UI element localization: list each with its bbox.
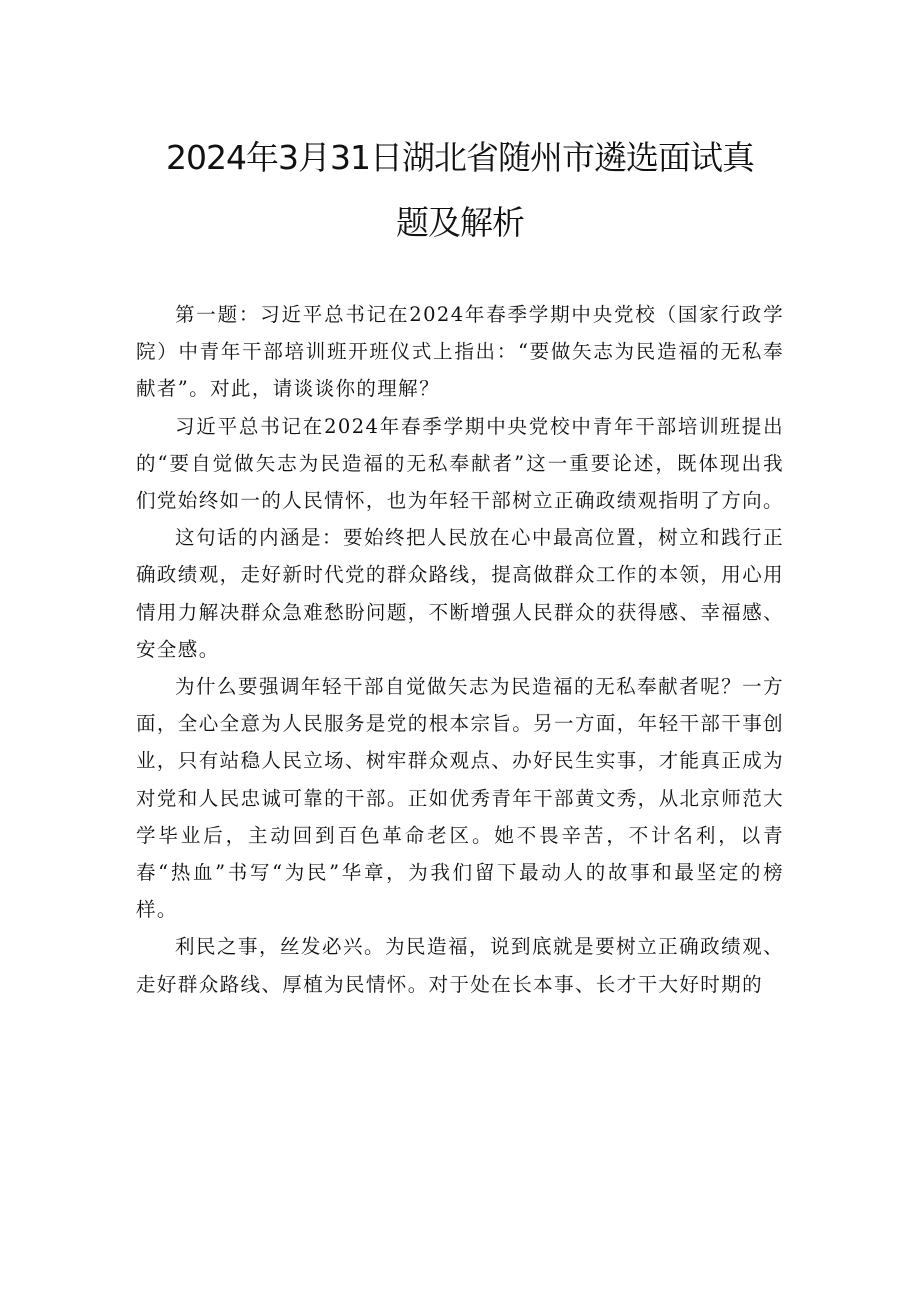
document-title-line-1: 2024年3月31日湖北省随州市遴选面试真	[166, 138, 754, 177]
paragraph-meaning: 这句话的内涵是：要始终把人民放在心中最高位置，树立和践行正确政绩观，走好新时代党的群众路线，提高做群众工作的本领，用心用情用力解决群众急难愁盼问题，不断增强人民群众的获得感、幸福感、安全感。	[136, 526, 784, 661]
paragraph-intro: 习近平总书记在2024年春季学期中央党校中青年干部培训班提出的“要自觉做矢志为民造福的无私奉献者”这一重要论述，既体现出我们党始终如一的人民情怀，也为年轻干部树立正确政绩观指明了方向。	[136, 414, 784, 513]
paragraph-question: 第一题：习近平总书记在2024年春季学期中央党校（国家行政学院）中青年干部培训班开班仪式上指出：“要做矢志为民造福的无私奉献者”。对此，请谈谈你的理解？	[136, 303, 784, 401]
document-body	[136, 296, 784, 1003]
paragraph-conclusion: 利民之事，丝发必兴。为民造福，说到底就是要树立正确政绩观、走好群众路线、厚植为民情怀。对于处在长本事、长才干大好时期的	[136, 935, 784, 996]
document-title-line-2: 题及解析	[396, 203, 524, 242]
paragraph-reason: 为什么要强调年轻干部自觉做矢志为民造福的无私奉献者呢？一方面，全心全意为人民服务是党的根本宗旨。另一方面，年轻干部干事创业，只有站稳人民立场、树牢群众观点、办好民生实事，才能真正成为对党和人民忠诚可靠的干部。正如优秀青年干部黄文秀，从北京师范大学毕业后，主动回到百色革命老区。她不畏辛苦，不计名利，以青春“热血”书写“为民”华章，为我们留下最动人的故事和最坚定的榜样。	[136, 675, 784, 922]
